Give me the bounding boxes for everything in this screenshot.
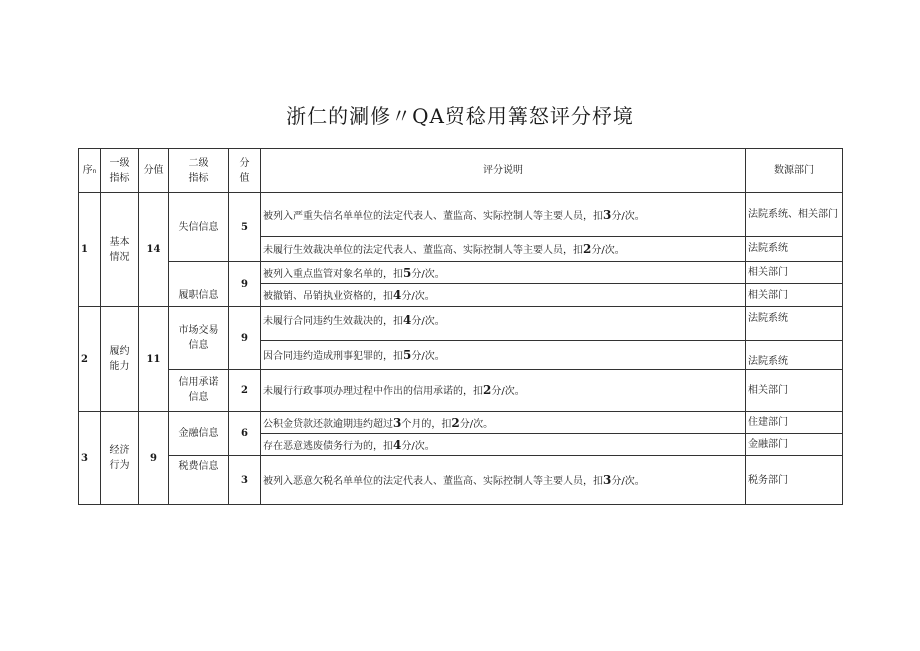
sub-name: 信用承诺 信息 — [169, 369, 229, 411]
table-row — [79, 412, 843, 434]
group-seq: 3 — [79, 412, 101, 505]
table-row — [79, 369, 843, 411]
sub-score: 9 — [229, 307, 261, 370]
rule-desc: 因合同违约造成刑事犯罪的，扣5分/次。 — [261, 340, 746, 369]
table-row — [79, 307, 843, 340]
rule-dept: 法院系统 — [746, 340, 843, 369]
group-level1: 基本 情况 — [101, 193, 139, 307]
rule-dept: 税务部门 — [746, 456, 843, 505]
rule-dept: 金融部门 — [746, 434, 843, 456]
rule-desc: 未履行合同违约生效裁决的，扣4分/次。 — [261, 307, 746, 340]
header-seq: 序n — [79, 149, 101, 193]
group-score: 9 — [139, 412, 169, 505]
sub-score: 6 — [229, 412, 261, 456]
rule-dept: 相关部门 — [746, 369, 843, 411]
table-row — [79, 261, 843, 283]
rule-desc: 被列入重点监管对象名单的，扣5分/次。 — [261, 261, 746, 283]
group-score: 11 — [139, 307, 169, 412]
group-level1: 经济 行为 — [101, 412, 139, 505]
sub-name: 金融信息 — [169, 412, 229, 456]
group-seq: 1 — [79, 193, 101, 307]
rule-desc: 存在恶意逃废债务行为的，扣4分/次。 — [261, 434, 746, 456]
table-row — [79, 456, 843, 505]
header-level2: 二级 指标 — [169, 149, 229, 193]
rule-dept: 法院系统、相关部门 — [746, 193, 843, 236]
sub-score: 5 — [229, 193, 261, 262]
rule-desc: 被列入恶意欠税名单单位的法定代表人、董监高、实际控制人等主要人员，扣3分/次。 — [261, 456, 746, 505]
sub-score: 3 — [229, 456, 261, 505]
header-level1: 一级 指标 — [101, 149, 139, 193]
sub-score: 9 — [229, 261, 261, 306]
group-level1: 履约 能力 — [101, 307, 139, 412]
header-score2: 分 值 — [229, 149, 261, 193]
sub-name: 税费信息 — [169, 456, 229, 505]
rule-desc: 未履行行政事项办理过程中作出的信用承诺的，扣2分/次。 — [261, 369, 746, 411]
header-score1: 分值 — [139, 149, 169, 193]
rule-desc: 公积金贷款还款逾期违约超过3个月的，扣2分/次。 — [261, 412, 746, 434]
rule-desc: 被列入严重失信名单单位的法定代表人、董监高、实际控制人等主要人员，扣3分/次。 — [261, 193, 746, 236]
sub-name: 失信信息 — [169, 193, 229, 262]
rule-dept: 住建部门 — [746, 412, 843, 434]
sub-score: 2 — [229, 369, 261, 411]
sub-name: 市场交易 信息 — [169, 307, 229, 370]
table-row — [79, 193, 843, 236]
rule-dept: 法院系统 — [746, 307, 843, 340]
header-dept: 数源部门 — [746, 149, 843, 193]
rule-dept: 相关部门 — [746, 261, 843, 283]
rule-desc: 被撤销、吊销执业资格的，扣4分/次。 — [261, 284, 746, 307]
rule-dept: 法院系统 — [746, 236, 843, 261]
sub-name: 履职信息 — [169, 261, 229, 306]
group-seq: 2 — [79, 307, 101, 412]
group-score: 14 — [139, 193, 169, 307]
header-row — [79, 149, 843, 193]
document-title: 浙仁的涮修〃QA贸稔用篝怒评分杼境 — [286, 104, 634, 128]
scoring-table — [78, 148, 843, 505]
rule-desc: 未履行生效裁决单位的法定代表人、董监高、实际控制人等主要人员，扣2分/次。 — [261, 236, 746, 261]
rule-dept: 相关部门 — [746, 284, 843, 307]
header-desc: 评分说明 — [261, 149, 746, 193]
